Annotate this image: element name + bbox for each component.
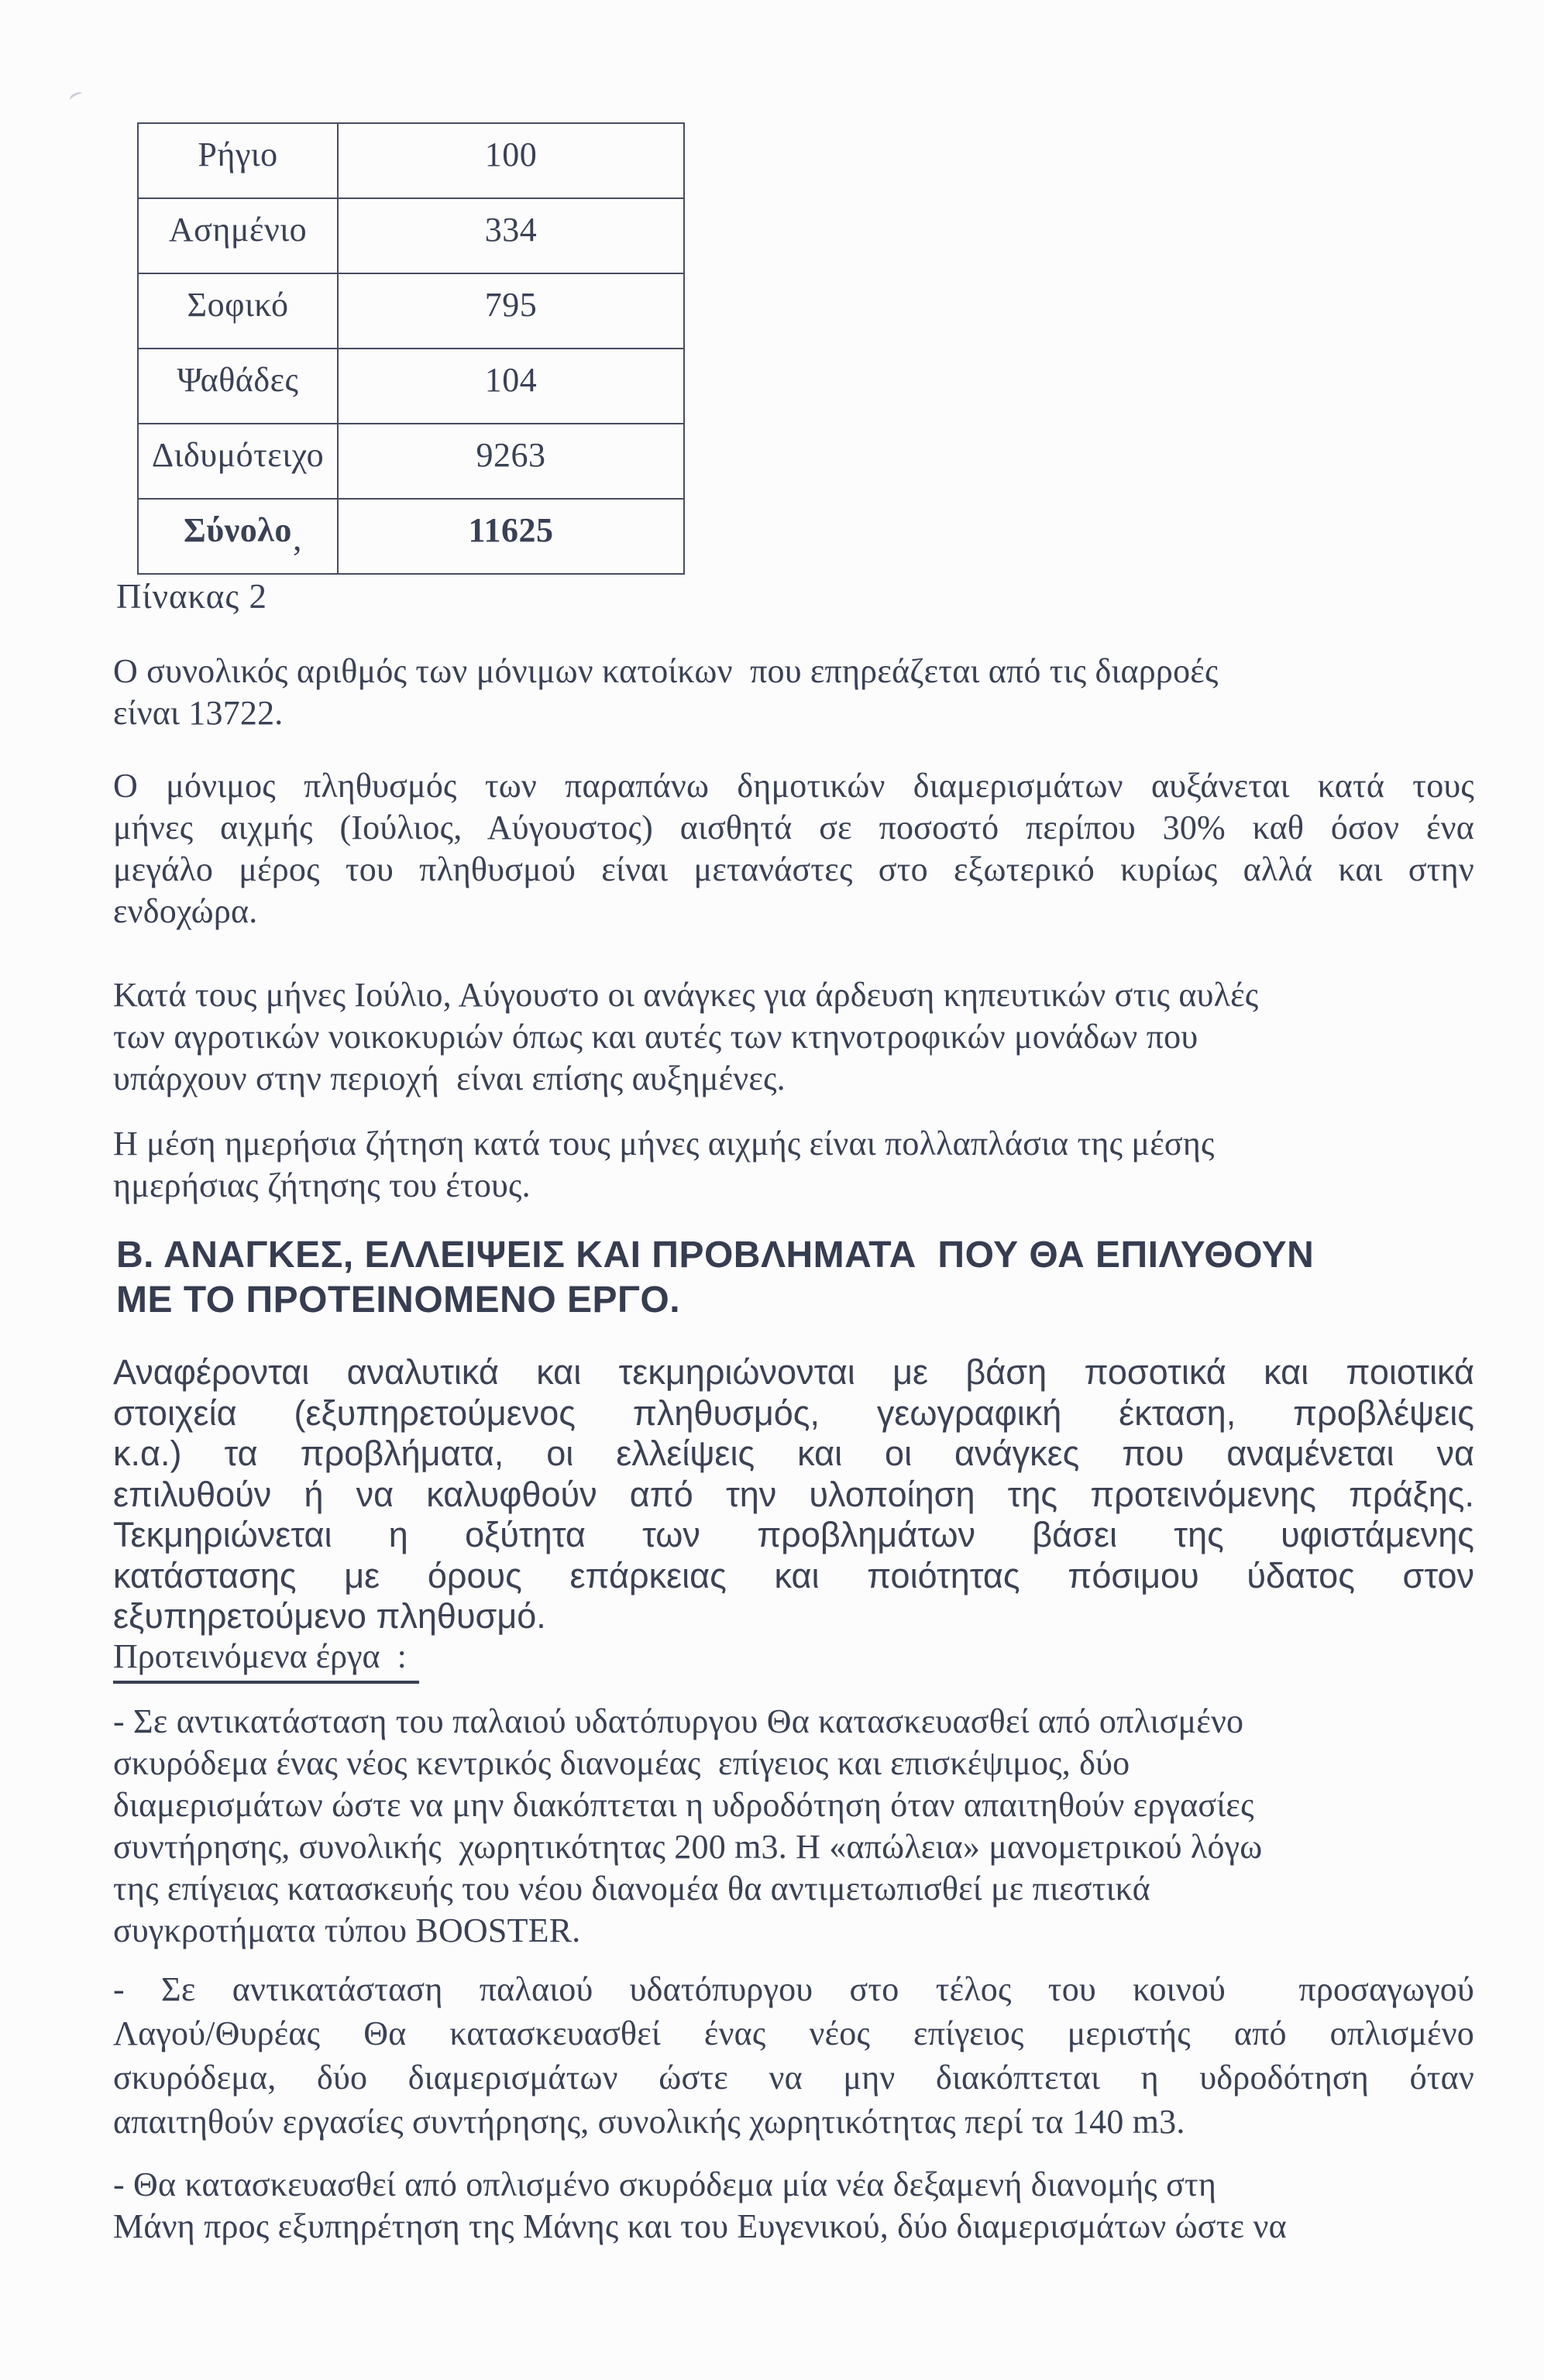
table-row [138,198,684,273]
total-value-cell: 11625 [338,499,684,574]
settlement-name-cell: Σοφικό [138,273,338,349]
text-line: μεγάλο μέρος του πληθυσμού είναι μετανάστες στο εξωτερικό κυρίως αλλά και στην [113,850,1474,888]
bullet-water-tower-replacement-1 [113,1701,1474,1952]
scan-artifact-mark [68,91,85,106]
text-line: της επίγειας κατασκευής του νέου διανομέα θα αντιμετωπισθεί με πιεστικά [113,1870,1150,1908]
text-line: - Θα κατασκευασθεί από οπλισμένο σκυρόδεμα μία νέα δεξαμενή διανομής στη [113,2165,1217,2203]
text-line: Μάνη προς εξυπηρέτηση της Μάνης και του Ευγενικού, δύο διαμερισμάτων ώστε να [113,2207,1287,2245]
text-line: Ο συνολικός αριθμός των μόνιμων κατοίκων που επηρεάζεται από τις διαρροές [113,652,1219,690]
heading-line: ΜΕ ΤΟ ΠΡΟΤΕΙΝΟΜΕΝΟ ΕΡΓΟ. [116,1279,681,1321]
text-line: συγκροτήματα τύπου BOOSTER. [113,1911,581,1949]
text-line: σκυρόδεμα ένας νέος κεντρικός διανομέας επίγειος και επισκέψιμος, δύο [113,1744,1130,1782]
text-line: εξυπηρετούμενο πληθυσμό. [113,1596,546,1636]
section-b-heading [116,1233,1503,1323]
population-value-cell: 334 [338,198,684,273]
text-line: Κατά τους μήνες Ιούλιο, Αύγουστο οι ανάγκες για άρδευση κηπευτικών στις αυλές [113,976,1259,1014]
text-line: διαμερισμάτων ώστε να μην διακόπτεται η υδροδότηση όταν απαιτηθούν εργασίες [113,1786,1254,1824]
population-value-cell: 104 [338,349,684,424]
text-line: στοιχεία (εξυπηρετούμενος πληθυσμός, γεωγραφική έκταση, προβλέψεις [113,1393,1474,1433]
text-line: μήνες αιχμής (Ιούλιος, Αύγουστος) αισθητά σε ποσοστό περίπου 30% καθ όσον ένα [113,809,1474,847]
table-row [138,123,684,198]
text-line: Η μέση ημερήσια ζήτηση κατά τους μήνες αιχμής είναι πολλαπλάσια της μέσης [113,1125,1215,1163]
text-line: ημερήσιας ζήτησης του έτους. [113,1166,531,1204]
text-line: απαιτηθούν εργασίες συντήρησης, συνολικής χωρητικότητας περί τα 140 m3. [113,2103,1185,2141]
table-caption: Πίνακας 2 [116,577,267,616]
text-line: συντήρησης, συνολικής χωρητικότητας 200 m3. Η «απώλεια» μανομετρικού λόγω [113,1828,1263,1866]
text-line: των αγροτικών νοικοκυριών όπως και αυτές των κτηνοτροφικών μονάδων που [113,1018,1198,1056]
text-line: κατάστασης με όρους επάρκειας και ποιότητας πόσιμου ύδατος στον [113,1555,1474,1595]
table-row [138,349,684,424]
settlement-name-cell: Ψαθάδες [138,349,338,424]
population-value-cell: 100 [338,123,684,198]
paragraph-irrigation-needs [113,974,1474,1100]
bullet-new-distribution-tank [113,2164,1474,2248]
proposed-works-heading [113,1636,419,1684]
text-line: ενδοχώρα. [113,892,258,930]
paragraph-seasonal-population [113,765,1474,932]
population-table [137,122,685,575]
text-line: Ο μόνιμος πληθυσμός των παραπάνω δημοτικών διαμερισμάτων αυξάνεται κατά τους [113,767,1474,805]
table-row [138,273,684,349]
text-line: Λαγού/Θυρέας Θα κατασκευασθεί ένας νέος επίγειος μεριστής από οπλισμένο [113,2014,1474,2052]
settlement-name-cell: Ασημένιο [138,198,338,273]
settlement-name-cell: Ρήγιο [138,123,338,198]
text-line: - Σε αντικατάσταση του παλαιού υδατόπυργου Θα κατασκευασθεί από οπλισμένο [113,1702,1244,1740]
text-line: κ.α.) τα προβλήματα, οι ελλείψεις και οι ανάγκες που αναμένεται να [113,1434,1474,1473]
population-table-body [138,123,684,574]
text-line: υπάρχουν στην περιοχή είναι επίσης αυξημένες. [113,1059,786,1097]
total-label-cell: Σύνολο [138,499,338,574]
underlined-label: Προτεινόμενα έργα : [113,1636,419,1684]
text-line: είναι 13722. [113,694,284,732]
table-total-row [138,499,684,574]
heading-line: Β. ΑΝΑΓΚΕΣ, ΕΛΛΕΙΨΕΙΣ ΚΑΙ ΠΡΟΒΛΗΜΑΤΑ ΠΟΥ ΘΑ ΕΠΙΛΥΘΟΥΝ [116,1235,1315,1276]
population-value-cell: 9263 [338,424,684,499]
paragraph-daily-demand [113,1123,1474,1207]
paragraph-total-residents [113,651,1474,734]
settlement-name-cell: Διδυμότειχο [138,424,338,499]
text-line: επιλυθούν ή να καλυφθούν από την υλοποίηση της προτεινόμενης πράξης. [113,1474,1474,1514]
text-line: Αναφέρονται αναλυτικά και τεκμηριώνονται με βάση ποσοτικά και ποιοτικά [113,1352,1474,1392]
scan-stray-comma: , [293,518,302,558]
text-line: σκυρόδεμα, δύο διαμερισμάτων ώστε να μην διακόπτεται η υδροδότηση όταν [113,2059,1474,2097]
text-line: - Σε αντικατάσταση παλαιού υδατόπυργου στο τέλος του κοινού προσαγωγού [113,1970,1474,2008]
paragraph-needs-justification [113,1352,1474,1637]
bullet-water-tower-replacement-2 [113,1967,1474,2144]
table-row [138,424,684,499]
text-line: Τεκμηριώνεται η οξύτητα των προβλημάτων βάσει της υφιστάμενης [113,1515,1474,1554]
population-value-cell: 795 [338,273,684,349]
